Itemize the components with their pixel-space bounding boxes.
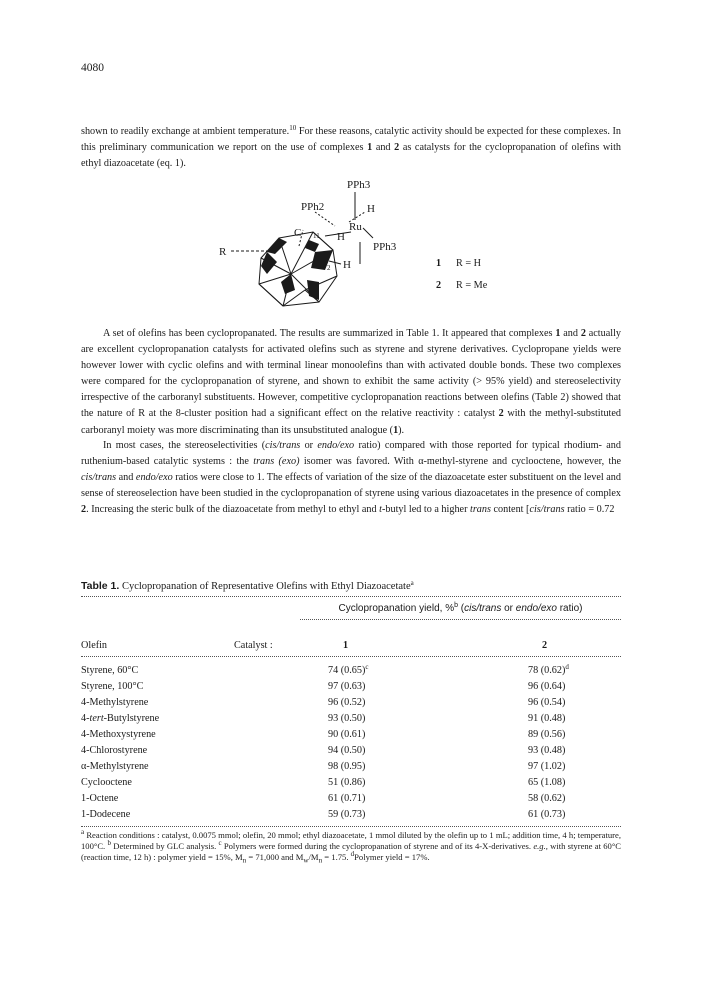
table-row-value-2: 78 $(0.62)^d$ <box>528 663 569 676</box>
table-row-olefin: Styrene, 60°C <box>81 665 139 676</box>
pph3-right-label: PPh3 <box>373 241 397 253</box>
table-row-olefin: 4-tert-Butylstyrene <box>81 713 160 724</box>
table-row-value-1: 51 (0.86) <box>328 777 366 788</box>
pph2-label: PPh2 <box>301 201 325 213</box>
table-row-value-1: 94 (0.50) <box>328 745 366 756</box>
table-bottom-rule <box>81 826 621 827</box>
table-row-value-2: 58 (0.62) <box>528 793 566 804</box>
table-row-value-2: 61 (0.73) <box>528 809 566 820</box>
table-row-value-2: 65 (1.08) <box>528 777 566 788</box>
table-row-olefin: 4-Methoxystyrene <box>81 729 156 740</box>
table-row-value-2: 93 (0.48) <box>528 745 566 756</box>
table-header-rule <box>300 619 621 620</box>
table-row-olefin: 4-Methylstyrene <box>81 697 149 708</box>
ruthenium-complex-structure <box>215 178 455 316</box>
table-row-olefin: Styrene, 100°C <box>81 681 144 692</box>
yield-column-header: Cyclopropanation yield, %$^b$ (cis/trans or endo/exo ratio) <box>338 602 583 614</box>
table-caption: Table 1. Cyclopropanation of Representative Olefins with Ethyl Diazoacetate$^a$ <box>81 579 414 592</box>
table-row-value-1: 93 (0.50) <box>328 713 366 724</box>
table-columns-rule <box>81 656 621 657</box>
table-row-value-2: 97 (1.02) <box>528 761 566 772</box>
intro-paragraph: shown to readily exchange at ambient temperature.$^{10}$ For these reasons, catalytic activity should be expected for these complexes. In this preliminary communication we report on the use of complexes 1 and 2 as catalysts for the cyclopropanation of olefins with ethyl diazoacetate (eq. 1). <box>81 124 621 170</box>
compound-legend <box>436 258 487 302</box>
table-row-value-2: 96 (0.64) <box>528 681 566 692</box>
table-row-value-1: 97 (0.63) <box>328 681 366 692</box>
table-row-olefin: α-Methylstyrene <box>81 761 149 772</box>
position-11-label: 11 <box>313 232 320 240</box>
table-row-value-1: 59 (0.73) <box>328 809 366 820</box>
table-row-value-1: 90 (0.61) <box>328 729 366 740</box>
hydride-bottom-label: H <box>343 259 351 271</box>
carbon-label: C <box>294 227 302 239</box>
table-row-value-2: 96 (0.54) <box>528 697 566 708</box>
ruthenium-label: Ru <box>349 221 362 233</box>
table-row-value-1: 96 (0.52) <box>328 697 366 708</box>
pph3-top-label: PPh3 <box>347 179 371 191</box>
hydride-top-label: H <box>367 203 375 215</box>
table-top-rule <box>81 596 621 597</box>
page-number: 4080 <box>81 62 104 74</box>
table-row-value-2: 91 (0.48) <box>528 713 566 724</box>
table-row-value-2: 89 (0.56) <box>528 729 566 740</box>
table-row-olefin: 4-Chlorostyrene <box>81 745 148 756</box>
position-2-label: 2 <box>327 264 331 272</box>
hydride-mid-label: H <box>337 231 345 243</box>
table-row-olefin: Cyclooctene <box>81 777 132 788</box>
table-row-value-1: 61 (0.71) <box>328 793 366 804</box>
table-footnotes: $^a$ Reaction conditions : catalyst, 0.0075 mmol; olefin, 20 mmol; ethyl diazoacetate, 1 mmol diluted by the olefin up to 1 mL; addition time, 4 h; temperature, 100°C. $^b$ Determined by GLC analysis. $^c$ Polymers were formed during the cyclopropanation of styrene and of its 4-X-derivatives. e.g., with styrene at 60°C (reaction time, 12 h) : polymer yield = 15%, $M_n = 71,000$ and $M_w/M_n = 1.75$. $^d$Polymer yield = 17%. <box>81 828 621 866</box>
table-row-olefin: 1-Dodecene <box>81 809 131 820</box>
catalyst-1-header: 1 <box>343 640 349 651</box>
table-row-value-1: 98 (0.95) <box>328 761 366 772</box>
compound-row: 1 R = H <box>436 258 481 269</box>
stereoselectivity-paragraph: In most cases, the stereoselectivities (cis/trans or endo/exo ratio) compared with those reported for typical rhodium- and ruthenium-based catalytic systems : the trans (exo) isomer was favored. With α-methyl-styrene and cyclooctene, however, the cis/trans and endo/exo ratios were close to 1. The effects of variation of the size of the diazoacetate ester substituent on the level and sense of stereoselection have been studied in the cyclopropanation of styrene using various diazoacetates in the presence of complex 2. Increasing the steric bulk of the diazoacetate from methyl to ethyl and t-butyl led to a higher trans content [cis/trans ratio = 0.72 <box>81 440 621 516</box>
catalyst-column-header: Catalyst : <box>234 640 273 651</box>
results-paragraph: A set of olefins has been cyclopropanated. The results are summarized in Table 1. It appeared that complexes 1 and 2 actually are excellent cyclopropanation catalysts for activated olefins such as styrene and styrene derivatives. Cyclopropane yields were however lower with cyclic olefins and with terminal linear monoolefins than with activated double bonds. These two complexes were compared for the cyclopropanation of styrene, and shown to exhibit the same activity (> 95% yield) and stereoselectivity irrespective of the carboranyl substituents. However, competitive cyclopropanation reactions between olefins (Table 2) showed that the nature of R at the 8-cluster position had a significant effect on the relative reactivity : catalyst 2 with the methyl-substituted carboranyl moiety was more discriminating than its unsubstituted analogue (1). <box>81 328 621 436</box>
catalyst-2-header: 2 <box>542 640 548 651</box>
table-row-olefin: 1-Octene <box>81 793 119 804</box>
compound-row: 2 R = Me <box>436 280 488 291</box>
table-row-value-1: 74 $(0.65)^c$ <box>328 663 369 676</box>
olefin-column-header: Olefin <box>81 640 108 651</box>
r-group-label: R <box>219 246 227 258</box>
